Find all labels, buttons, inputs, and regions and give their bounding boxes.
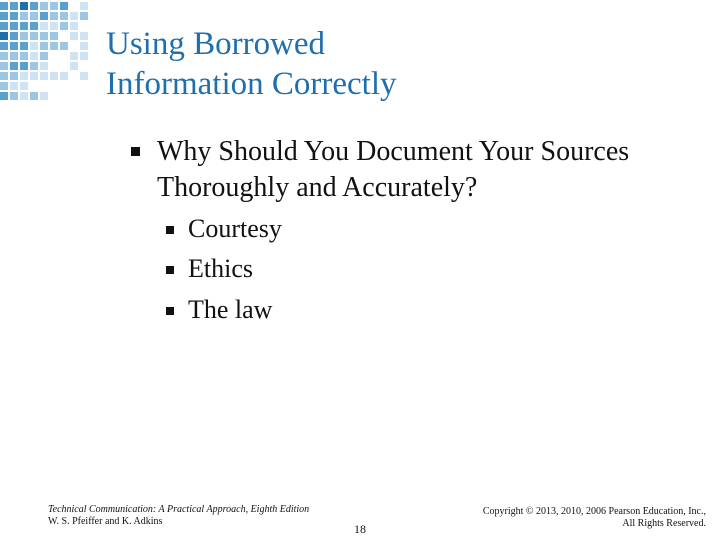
- mosaic-tile: [60, 72, 68, 80]
- mosaic-tile: [30, 52, 38, 60]
- mosaic-tile: [0, 2, 8, 10]
- mosaic-tile: [0, 62, 8, 70]
- copyright-line-1: Copyright © 2013, 2010, 2006 Pearson Education, Inc.,: [482, 506, 706, 517]
- mosaic-tile: [10, 72, 18, 80]
- mosaic-tile: [40, 12, 48, 20]
- mosaic-tile: [20, 82, 28, 90]
- page-number: 18: [354, 522, 366, 536]
- mosaic-tile: [60, 2, 68, 10]
- mosaic-tile: [80, 12, 88, 20]
- mosaic-tile: [20, 42, 28, 50]
- mosaic-tile: [0, 82, 8, 90]
- mosaic-tile: [30, 42, 38, 50]
- mosaic-tile: [40, 42, 48, 50]
- mosaic-tile: [80, 2, 88, 10]
- mosaic-tile: [50, 42, 58, 50]
- mosaic-tile: [20, 32, 28, 40]
- mosaic-tile: [40, 62, 48, 70]
- mosaic-tile: [70, 2, 78, 10]
- mosaic-tile: [80, 42, 88, 50]
- mosaic-tile: [10, 52, 18, 60]
- square-bullet-icon: [131, 147, 140, 156]
- mosaic-tile: [60, 22, 68, 30]
- mosaic-tile: [70, 62, 78, 70]
- mosaic-tile: [30, 62, 38, 70]
- slide-title: [106, 24, 397, 104]
- sub-bullet-text: Courtesy: [188, 214, 282, 243]
- mosaic-tile: [0, 42, 8, 50]
- mosaic-tile: [50, 12, 58, 20]
- mosaic-tile: [20, 52, 28, 60]
- main-bullet-text: Why Should You Document Your Sources Thoroughly and Accurately?: [157, 136, 630, 203]
- sub-bullet: [166, 253, 253, 285]
- mosaic-tile: [80, 92, 88, 100]
- footer-authors: W. S. Pfeiffer and K. Adkins: [48, 516, 163, 527]
- mosaic-tile: [50, 82, 58, 90]
- mosaic-tile: [70, 52, 78, 60]
- mosaic-tile: [70, 82, 78, 90]
- mosaic-tile: [60, 32, 68, 40]
- mosaic-tile: [30, 2, 38, 10]
- slide-title-line-1: Using Borrowed: [106, 26, 326, 62]
- mosaic-tile: [10, 62, 18, 70]
- footer-book-title: Technical Communication: A Practical Approach, Eighth Edition: [48, 504, 310, 515]
- mosaic-tile: [80, 52, 88, 60]
- footer-copyright: [483, 506, 706, 530]
- mosaic-tile: [60, 92, 68, 100]
- footer-citation: [48, 504, 309, 528]
- mosaic-tile: [0, 12, 8, 20]
- copyright-line-2: All Rights Reserved.: [622, 518, 706, 529]
- mosaic-tile: [10, 82, 18, 90]
- mosaic-tile: [0, 32, 8, 40]
- square-bullet-icon: [166, 266, 174, 274]
- mosaic-tile: [40, 52, 48, 60]
- mosaic-tile: [70, 42, 78, 50]
- mosaic-tile: [20, 62, 28, 70]
- mosaic-tile: [10, 92, 18, 100]
- mosaic-tile: [80, 82, 88, 90]
- square-bullet-icon: [166, 226, 174, 234]
- mosaic-tile: [60, 52, 68, 60]
- mosaic-tile: [50, 52, 58, 60]
- mosaic-tile: [10, 32, 18, 40]
- mosaic-tile: [20, 2, 28, 10]
- sub-bullet-text: The law: [188, 295, 273, 324]
- mosaic-tile: [20, 12, 28, 20]
- mosaic-tile: [50, 72, 58, 80]
- mosaic-tile: [40, 32, 48, 40]
- sub-bullet: [166, 213, 282, 245]
- mosaic-tile: [20, 72, 28, 80]
- square-bullet-icon: [166, 307, 174, 315]
- mosaic-tile: [0, 52, 8, 60]
- mosaic-graphic: [0, 0, 96, 104]
- mosaic-tile: [50, 92, 58, 100]
- mosaic-tile: [10, 12, 18, 20]
- mosaic-tile: [80, 22, 88, 30]
- mosaic-tile: [0, 22, 8, 30]
- mosaic-tile: [10, 2, 18, 10]
- mosaic-tile: [20, 22, 28, 30]
- mosaic-tile: [70, 32, 78, 40]
- mosaic-tile: [40, 82, 48, 90]
- mosaic-tile: [40, 2, 48, 10]
- mosaic-tile: [30, 22, 38, 30]
- mosaic-tile: [30, 82, 38, 90]
- mosaic-tile: [60, 82, 68, 90]
- mosaic-tile: [40, 22, 48, 30]
- mosaic-tile: [50, 32, 58, 40]
- sub-bullet-text: Ethics: [188, 254, 253, 283]
- mosaic-tile: [40, 72, 48, 80]
- mosaic-tile: [70, 12, 78, 20]
- mosaic-tile: [70, 72, 78, 80]
- mosaic-tile: [60, 12, 68, 20]
- mosaic-tile: [60, 62, 68, 70]
- mosaic-tile: [30, 72, 38, 80]
- mosaic-tile: [50, 2, 58, 10]
- mosaic-tile: [70, 92, 78, 100]
- mosaic-tile: [10, 42, 18, 50]
- mosaic-tile: [30, 12, 38, 20]
- mosaic-tile: [30, 92, 38, 100]
- mosaic-tile: [50, 62, 58, 70]
- decorative-mosaic: [0, 0, 96, 104]
- mosaic-tile: [70, 22, 78, 30]
- sub-bullet: [166, 294, 272, 326]
- slide-title-line-2: Information Correctly: [106, 66, 397, 102]
- mosaic-tile: [40, 92, 48, 100]
- mosaic-tile: [0, 92, 8, 100]
- mosaic-tile: [80, 32, 88, 40]
- mosaic-tile: [50, 22, 58, 30]
- mosaic-tile: [80, 62, 88, 70]
- mosaic-tile: [0, 72, 8, 80]
- mosaic-tile: [20, 92, 28, 100]
- mosaic-tile: [10, 22, 18, 30]
- mosaic-tile: [80, 72, 88, 80]
- mosaic-tile: [60, 42, 68, 50]
- main-bullet: [131, 134, 717, 206]
- mosaic-tile: [30, 32, 38, 40]
